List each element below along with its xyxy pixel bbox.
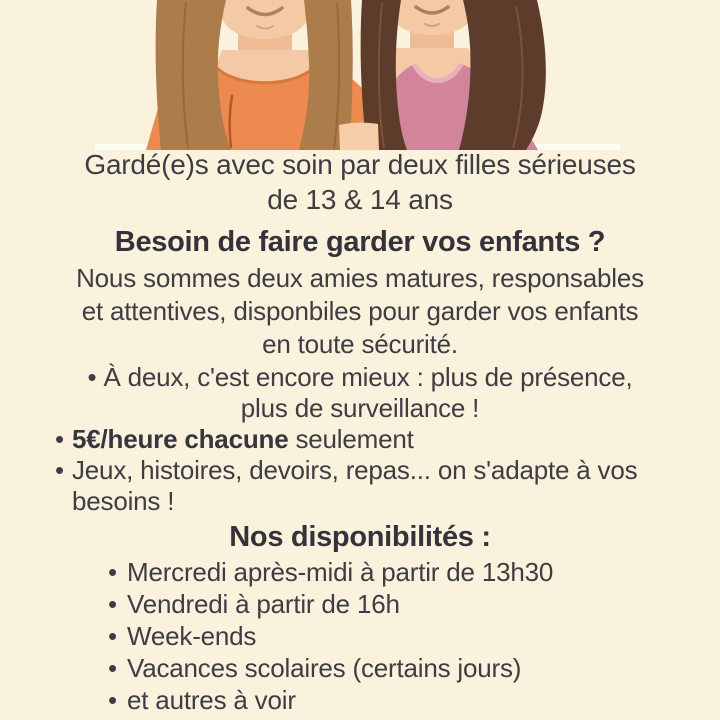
pitch-line: Nous sommes deux amies matures, responsables [76, 263, 644, 293]
main-heading: Besoin de faire garder vos enfants ? [114, 226, 606, 258]
availability-item: • et autres à voir [0, 684, 720, 716]
bullet-item-price [0, 424, 720, 455]
availability-item: • Vacances scolaires (certains jours) [0, 652, 720, 684]
bullet-item-continued: plus de surveillance ! [240, 393, 480, 423]
arm-left-girl [339, 123, 379, 150]
price-rest: seulement [288, 424, 414, 454]
pitch-line: en toute sécurité. [262, 329, 458, 359]
availability-item: • Vendredi à partir de 16h [0, 588, 720, 620]
two-girls-illustration [0, 0, 720, 150]
price-bold: 5€/heure chacune [72, 424, 289, 454]
pitch-line: et attentives, disponbiles pour garder vos enfants [81, 296, 639, 326]
availability-list [0, 556, 720, 716]
intro-caption [0, 147, 720, 217]
intro-line: de 13 & 14 ans [267, 184, 453, 215]
pitch-paragraph [0, 262, 720, 361]
bullet-item-continued: besoins ! [72, 486, 175, 516]
girl-right [361, 0, 546, 150]
bullet-item: • Jeux, histoires, devoirs, repas... on s'adapte à vos [0, 455, 720, 486]
bullet-item: • À deux, c'est encore mieux : plus de présence, [0, 362, 720, 393]
selling-points-list [0, 362, 720, 517]
intro-line: Gardé(e)s avec soin par deux filles sérieuses [84, 149, 636, 180]
availability-item: • Week-ends [0, 620, 720, 652]
availability-item: • Mercredi après-midi à partir de 13h30 [0, 556, 720, 588]
availability-heading: Nos disponibilités : [229, 521, 491, 553]
